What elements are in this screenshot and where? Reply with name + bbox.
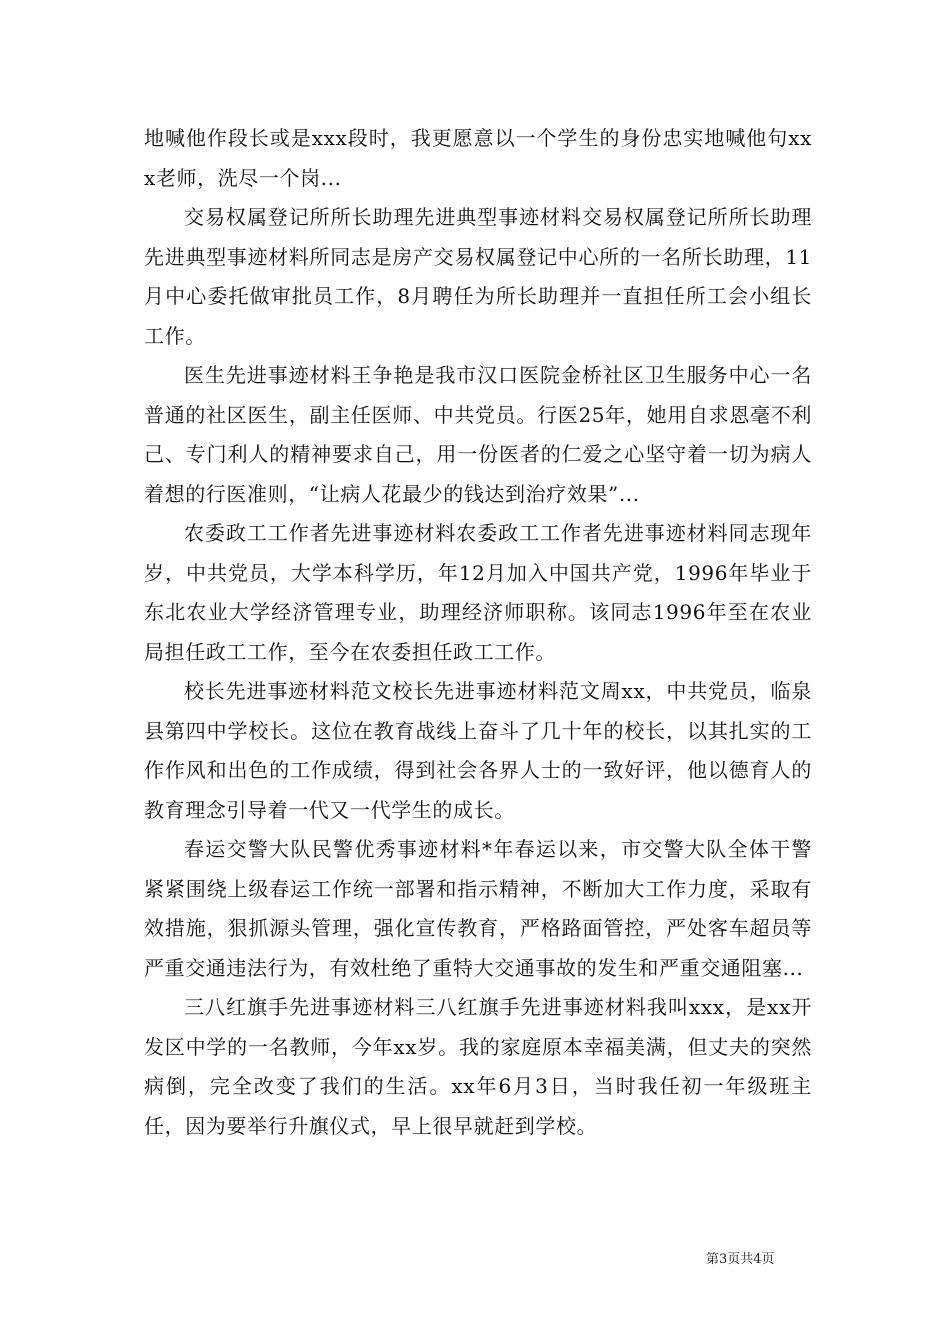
page-number-footer: 第3页共4页	[706, 1252, 775, 1267]
document-body	[144, 119, 812, 1146]
paragraph-continued: 地喊他作段长或是xxx段时，我更愿意以一个学生的身份忠实地喊他句xxx老师，洗尽一个岗...	[144, 126, 812, 190]
paragraph-doctor: 医生先进事迹材料王争艳是我市汉口医院金桥社区卫生服务中心一名普通的社区医生，副主任医师、中共党员。行医25年，她用自求恩毫不利己、专门利人的精神要求自己，用一份医者的仁爱之心坚守着一切为病人着想的行医准则，“让病人花最少的钱达到治疗效果”...	[144, 363, 812, 506]
paragraph-agriculture-worker: 农委政工工作者先进事迹材料农委政工工作者先进事迹材料同志现年岁，中共党员，大学本科学历，年12月加入中国共产党，1996年毕业于东北农业大学经济管理专业，助理经济师职称。该同志1996年至在农业局担任政工工作，至今在农委担任政工工作。	[144, 521, 812, 664]
paragraph-red-flag-teacher: 三八红旗手先进事迹材料三八红旗手先进事迹材料我叫xxx，是xx开发区中学的一名教师，今年xx岁。我的家庭原本幸福美满，但丈夫的突然病倒，完全改变了我们的生活。xx年6月3日，当时我任初一年级班主任，因为要举行升旗仪式，早上很早就赶到学校。	[144, 995, 812, 1138]
paragraph-principal: 校长先进事迹材料范文校长先进事迹材料范文周xx，中共党员，临泉县第四中学校长。这位在教育战线上奋斗了几十年的校长，以其扎实的工作作风和出色的工作成绩，得到社会各界人士的一致好评，他以德育人的教育理念引导着一代又一代学生的成长。	[144, 679, 812, 822]
paragraph-traffic-police: 春运交警大队民警优秀事迹材料*年春运以来，市交警大队全体干警紧紧围绕上级春运工作统一部署和指示精神，不断加大工作力度，采取有效措施，狠抓源头管理，强化宣传教育，严格路面管控，严处客车超员等严重交通违法行为，有效杜绝了重特大交通事故的发生和严重交通阻塞...	[144, 837, 812, 980]
paragraph-registry-assistant: 交易权属登记所所长助理先进典型事迹材料交易权属登记所所长助理先进典型事迹材料所同志是房产交易权属登记中心所的一名所长助理，11月中心委托做审批员工作，8月聘任为所长助理并一直担任所工会小组长工作。	[144, 205, 812, 348]
